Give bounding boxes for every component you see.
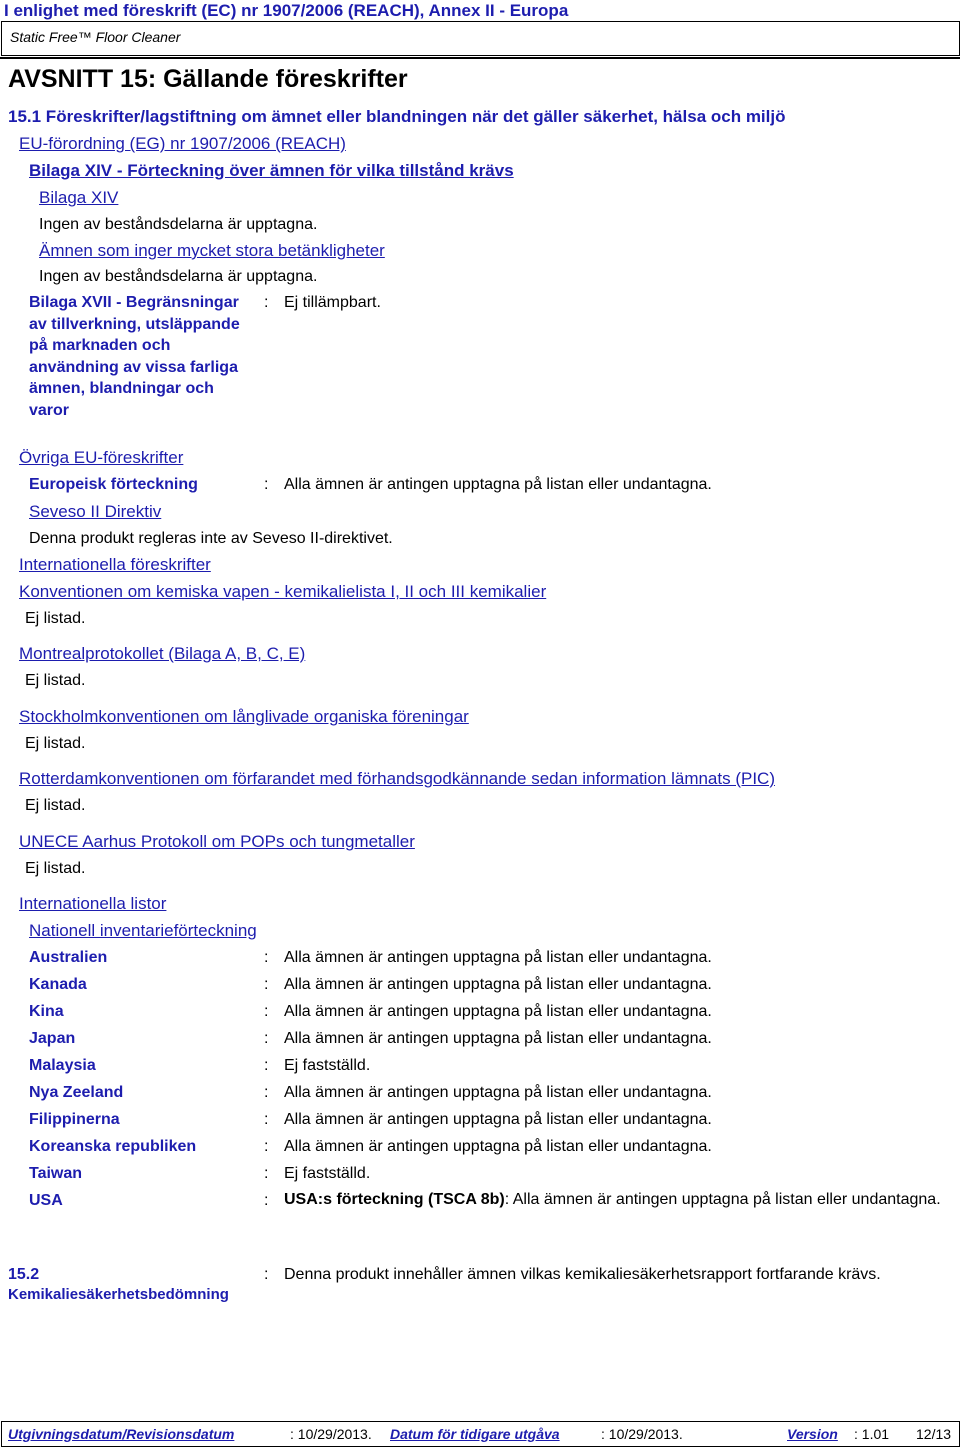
other-eu-heading[interactable]: Övriga EU-föreskrifter: [19, 448, 184, 467]
international-item-value: Ej listad.: [25, 860, 86, 877]
usa-tsca-label: USA:s förteckning (TSCA 8b): [284, 1191, 505, 1208]
annex17-value: Ej tillämpbart.: [284, 294, 381, 311]
international-heading[interactable]: Internationella föreskrifter: [19, 555, 211, 574]
international-item-label[interactable]: UNECE Aarhus Protokoll om POPs och tungmetaller: [19, 832, 415, 851]
document-header-title: I enlighet med föreskrift (EC) nr 1907/2006 (REACH), Annex II - Europa: [4, 1, 569, 20]
country-name: Kina: [29, 1003, 64, 1020]
country-name: Nya Zeeland: [29, 1084, 124, 1101]
country-value: Alla ämnen är antingen upptagna på listan eller undantagna.: [284, 976, 712, 993]
footer-version-label: Version: [787, 1426, 838, 1442]
country-colon: :: [264, 1111, 269, 1128]
international-item-value: Ej listad.: [25, 610, 86, 627]
country-colon: :: [264, 1057, 269, 1074]
country-name: Koreanska republiken: [29, 1138, 197, 1155]
section-divider: [0, 57, 960, 59]
european-inventory-value: Alla ämnen är antingen upptagna på listan eller undantagna.: [284, 476, 712, 493]
sec152-label: Kemikaliesäkerhetsbedömning: [8, 1286, 229, 1303]
european-inventory-colon: :: [264, 476, 269, 493]
eu-reach-heading[interactable]: EU-förordning (EG) nr 1907/2006 (REACH): [19, 134, 346, 153]
country-name: Kanada: [29, 976, 87, 993]
national-inventory-heading[interactable]: Nationell inventarieförteckning: [29, 921, 257, 940]
country-name: Australien: [29, 949, 108, 966]
annex17-colon: :: [264, 294, 269, 311]
international-item-value: Ej listad.: [25, 735, 86, 752]
country-value: Alla ämnen är antingen upptagna på listan eller undantagna.: [284, 1003, 712, 1020]
country-value: Ej fastställd.: [284, 1165, 371, 1182]
country-value: Alla ämnen är antingen upptagna på listan eller undantagna.: [284, 1138, 712, 1155]
annex17-label: Bilaga XVII - Begränsningar av tillverkning, utsläppande på marknaden och användning av vissa farliga ämnen, blandningar och varor: [29, 294, 240, 419]
product-name-box: [1, 21, 960, 56]
international-item-label[interactable]: Konventionen om kemiska vapen - kemikalielista I, II och III kemikalier: [19, 582, 547, 601]
country-value: Alla ämnen är antingen upptagna på listan eller undantagna.: [284, 1111, 712, 1128]
country-colon: :: [264, 976, 269, 993]
country-value: Alla ämnen är antingen upptagna på listan eller undantagna.: [284, 1084, 712, 1101]
country-colon: :: [264, 949, 269, 966]
footer-version-value: : 1.01: [854, 1426, 890, 1442]
international-item-label[interactable]: Stockholmkonventionen om långlivade organiska föreningar: [19, 707, 469, 726]
international-item-label[interactable]: Rotterdamkonventionen om förfarandet med förhandsgodkännande sedan information lämnats (PIC): [19, 769, 775, 788]
country-colon: :: [264, 1165, 269, 1182]
country-colon: :: [264, 1138, 269, 1155]
footer-issue-date: : 10/29/2013.: [290, 1426, 372, 1442]
annex14-heading[interactable]: Bilaga XIV - Förteckning över ämnen för vilka tillstånd krävs: [29, 161, 514, 180]
country-colon: :: [264, 1003, 269, 1020]
european-inventory-label: Europeisk förteckning: [29, 476, 198, 493]
country-name: Taiwan: [29, 1165, 83, 1182]
svhc-value: Ingen av beståndsdelarna är upptagna.: [39, 268, 318, 285]
seveso-value: Denna produkt regleras inte av Seveso II-direktivet.: [29, 530, 393, 547]
country-value: Ej fastställd.: [284, 1057, 371, 1074]
country-value: Alla ämnen är antingen upptagna på listan eller undantagna.: [284, 949, 712, 966]
annex14-value: Ingen av beståndsdelarna är upptagna.: [39, 216, 318, 233]
country-name: Japan: [29, 1030, 76, 1047]
annex14-label[interactable]: Bilaga XIV: [39, 188, 119, 207]
usa-label: USA: [29, 1192, 63, 1209]
footer-prev-date: : 10/29/2013.: [601, 1426, 683, 1442]
sec152-colon: :: [264, 1266, 269, 1283]
subsection-15-1-title: 15.1 Föreskrifter/lagstiftning om ämnet eller blandningen när det gäller säkerhet, hälsa och miljö: [8, 107, 786, 126]
footer-prev-label: Datum för tidigare utgåva: [390, 1426, 560, 1442]
sec152-number: 15.2: [8, 1266, 40, 1283]
international-item-value: Ej listad.: [25, 672, 86, 689]
usa-tsca-value: : Alla ämnen är antingen upptagna på listan eller undantagna.: [504, 1191, 941, 1208]
svhc-label[interactable]: Ämnen som inger mycket stora betänkligheter: [39, 241, 385, 260]
usa-value: [284, 1189, 944, 1211]
country-name: Malaysia: [29, 1057, 96, 1074]
usa-colon: :: [264, 1192, 269, 1209]
international-lists-heading[interactable]: Internationella listor: [19, 894, 167, 913]
international-item-value: Ej listad.: [25, 797, 86, 814]
country-colon: :: [264, 1030, 269, 1047]
international-item-label[interactable]: Montrealprotokollet (Bilaga A, B, C, E): [19, 644, 306, 663]
country-value: Alla ämnen är antingen upptagna på listan eller undantagna.: [284, 1030, 712, 1047]
sec152-value: Denna produkt innehåller ämnen vilkas kemikaliesäkerhetsrapport fortfarande krävs.: [284, 1266, 881, 1283]
section-title: AVSNITT 15: Gällande föreskrifter: [8, 65, 408, 93]
seveso-label[interactable]: Seveso II Direktiv: [29, 502, 162, 521]
product-name: Static Free™ Floor Cleaner: [10, 29, 181, 45]
country-colon: :: [264, 1084, 269, 1101]
footer-page-number: 12/13: [916, 1426, 952, 1442]
footer-issue-label: Utgivningsdatum/Revisionsdatum: [8, 1426, 235, 1442]
country-name: Filippinerna: [29, 1111, 120, 1128]
